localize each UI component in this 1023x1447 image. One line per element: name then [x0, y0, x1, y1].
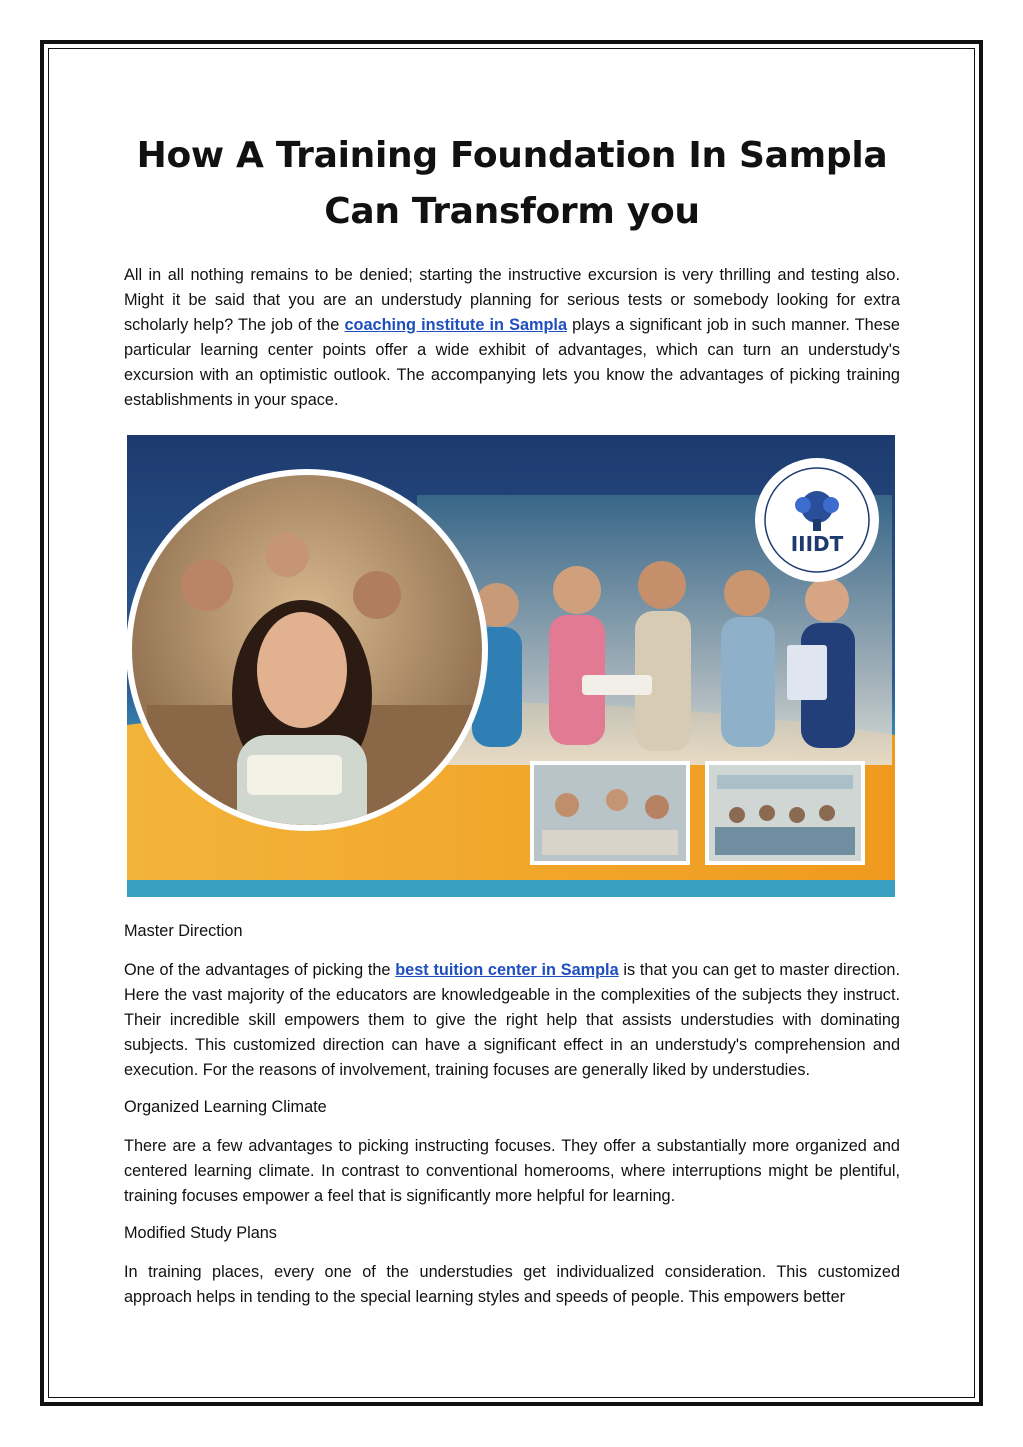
classroom-photo-2 [705, 761, 865, 865]
intro-text-end: plays a significant job in such manner. These particular learning center points offer a wide exhibit of advantages, which can turn an understudy's excursion with an optimistic outlook. The accompanying lets you know the advantages of picking training establishments in your space. [124, 316, 900, 409]
iiidt-logo [755, 458, 879, 582]
section-paragraph-organized-learning: There are a few advantages to picking instructing focuses. They offer a substantially more organized and centered learning climate. In contrast to conventional homerooms, where interruptions might be plentiful, training focuses empower a feel that is significantly more helpful for learning. [124, 1137, 900, 1205]
section-heading-modified-study-plans: Modified Study Plans [124, 1224, 277, 1242]
page-title: How A Training Foundation In Sampla Can Transform you [136, 135, 888, 232]
section-text-end: is that you can get to master direction. Here the vast majority of the educators are knowledgeable in the complexities of the subjects they instruct. Their incredible skill empowers them to give the right help that assists understudies with dominating subjects. This customized direction can have a significant effect in an understudy's comprehension and execution. For the reasons of involvement, training focuses are generally liked by understudies. [124, 961, 900, 1079]
tuition-center-link[interactable]: best tuition center in Sampla [395, 961, 619, 979]
logo-text: IIIDT [790, 532, 844, 556]
section-heading-master-direction: Master Direction [124, 922, 243, 940]
section-text-start: One of the advantages of picking the [124, 961, 396, 979]
banner-image [127, 435, 895, 897]
section-paragraph-modified-study-plans: In training places, every one of the understudies get individualized consideration. This customized approach helps in tending to the special learning styles and speeds of people. This empowers better [124, 1263, 900, 1306]
section-heading-organized-learning: Organized Learning Climate [124, 1098, 327, 1116]
banner-illustration [127, 435, 895, 897]
document-body [124, 128, 900, 1310]
intro-text-start: All in all nothing remains to be denied; starting the instructive excursion is very thrilling and testing also. Might it be said that you are an understudy planning for serious tests or somebody looking for extra scholarly help? The job of the [124, 266, 900, 334]
classroom-photo-1 [530, 761, 690, 865]
coaching-institute-link[interactable]: coaching institute in Sampla [344, 316, 568, 334]
section-paragraph-master-direction [124, 958, 900, 1083]
intro-paragraph [124, 263, 900, 413]
